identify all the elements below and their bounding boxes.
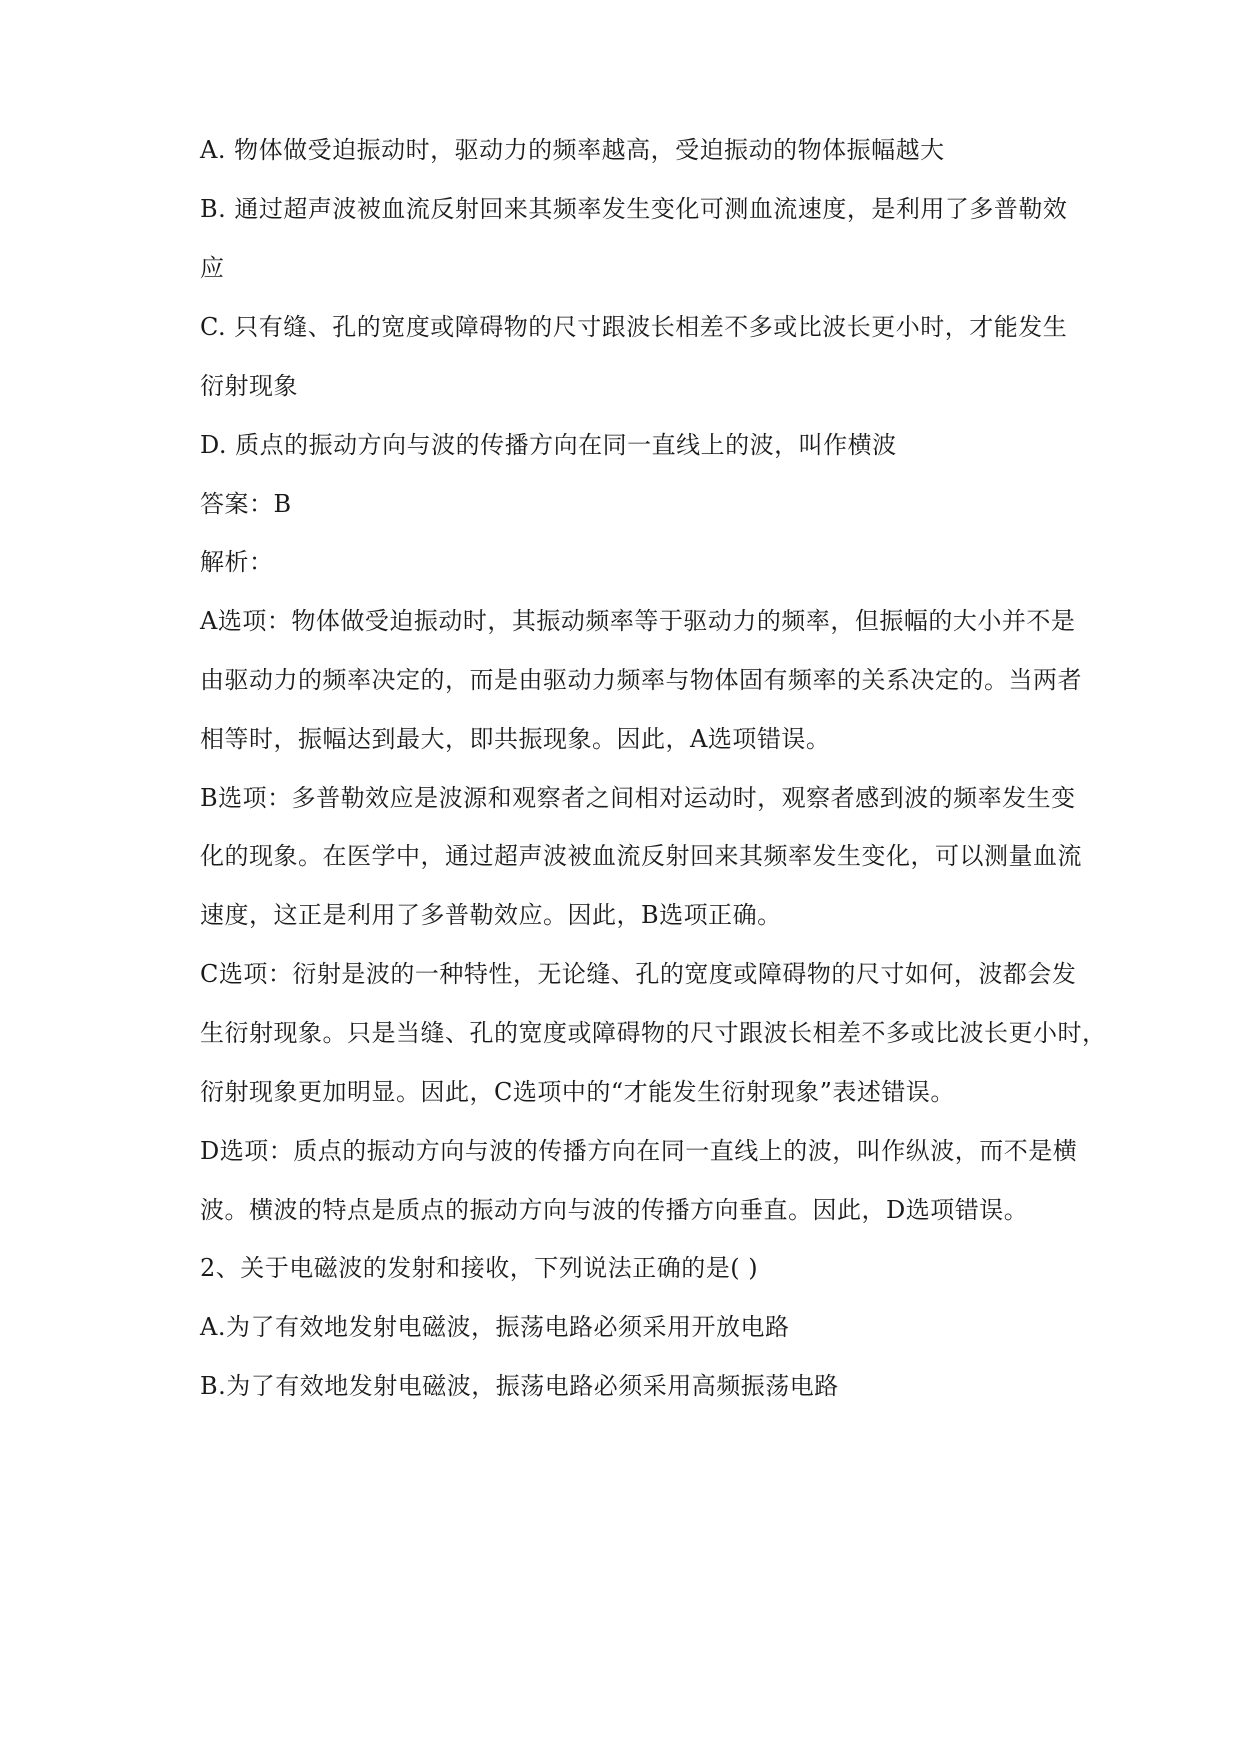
question-2-stem: 2、关于电磁波的发射和接收，下列说法正确的是( ) bbox=[200, 1254, 759, 1282]
option-b-text: B. 通过超声波被血流反射回来其频率发生变化可测血流速度，是利用了多普勒效 bbox=[200, 195, 1068, 223]
explanation-c-line-3: 衍射现象更加明显。因此，C选项中的“才能发生衍射现象”表述错误。 bbox=[200, 1078, 955, 1106]
explanation-c-line-2: 生衍射现象。只是当缝、孔的宽度或障碍物的尺寸跟波长相差不多或比波长更小时， bbox=[200, 1019, 1107, 1047]
explanation-c-line-1: C选项：衍射是波的一种特性，无论缝、孔的宽度或障碍物的尺寸如何，波都会发 bbox=[200, 960, 1077, 988]
explanation-b-line-2: 化的现象。在医学中，通过超声波被血流反射回来其频率发生变化，可以测量血流 bbox=[200, 842, 1082, 870]
answer-line: 答案：B bbox=[200, 490, 292, 518]
explanation-heading: 解析： bbox=[200, 548, 274, 576]
explanation-b-line-3: 速度，这正是利用了多普勒效应。因此，B选项正确。 bbox=[200, 901, 782, 929]
option-c-text-continued: 衍射现象 bbox=[200, 372, 298, 400]
option-c-text: C. 只有缝、孔的宽度或障碍物的尺寸跟波长相差不多或比波长更小时，才能发生 bbox=[200, 313, 1068, 341]
question-2-option-a: A.为了有效地发射电磁波，振荡电路必须采用开放电路 bbox=[200, 1313, 790, 1341]
explanation-a-line-1: A选项：物体做受迫振动时，其振动频率等于驱动力的频率，但振幅的大小并不是 bbox=[200, 607, 1076, 635]
option-b-text-continued: 应 bbox=[200, 254, 225, 282]
explanation-b-line-1: B选项：多普勒效应是波源和观察者之间相对运动时，观察者感到波的频率发生变 bbox=[200, 784, 1076, 812]
explanation-a-line-3: 相等时，振幅达到最大，即共振现象。因此，A选项错误。 bbox=[200, 725, 831, 753]
question-2-option-b: B.为了有效地发射电磁波，振荡电路必须采用高频振荡电路 bbox=[200, 1372, 839, 1400]
explanation-a-line-2: 由驱动力的频率决定的，而是由驱动力频率与物体固有频率的关系决定的。当两者 bbox=[200, 666, 1082, 694]
explanation-d-line-1: D选项：质点的振动方向与波的传播方向在同一直线上的波，叫作纵波，而不是横 bbox=[200, 1137, 1078, 1165]
option-d-text: D. 质点的振动方向与波的传播方向在同一直线上的波，叫作横波 bbox=[200, 431, 897, 459]
option-a-text: A. 物体做受迫振动时，驱动力的频率越高，受迫振动的物体振幅越大 bbox=[200, 136, 945, 164]
explanation-d-line-2: 波。横波的特点是质点的振动方向与波的传播方向垂直。因此，D选项错误。 bbox=[200, 1196, 1029, 1224]
